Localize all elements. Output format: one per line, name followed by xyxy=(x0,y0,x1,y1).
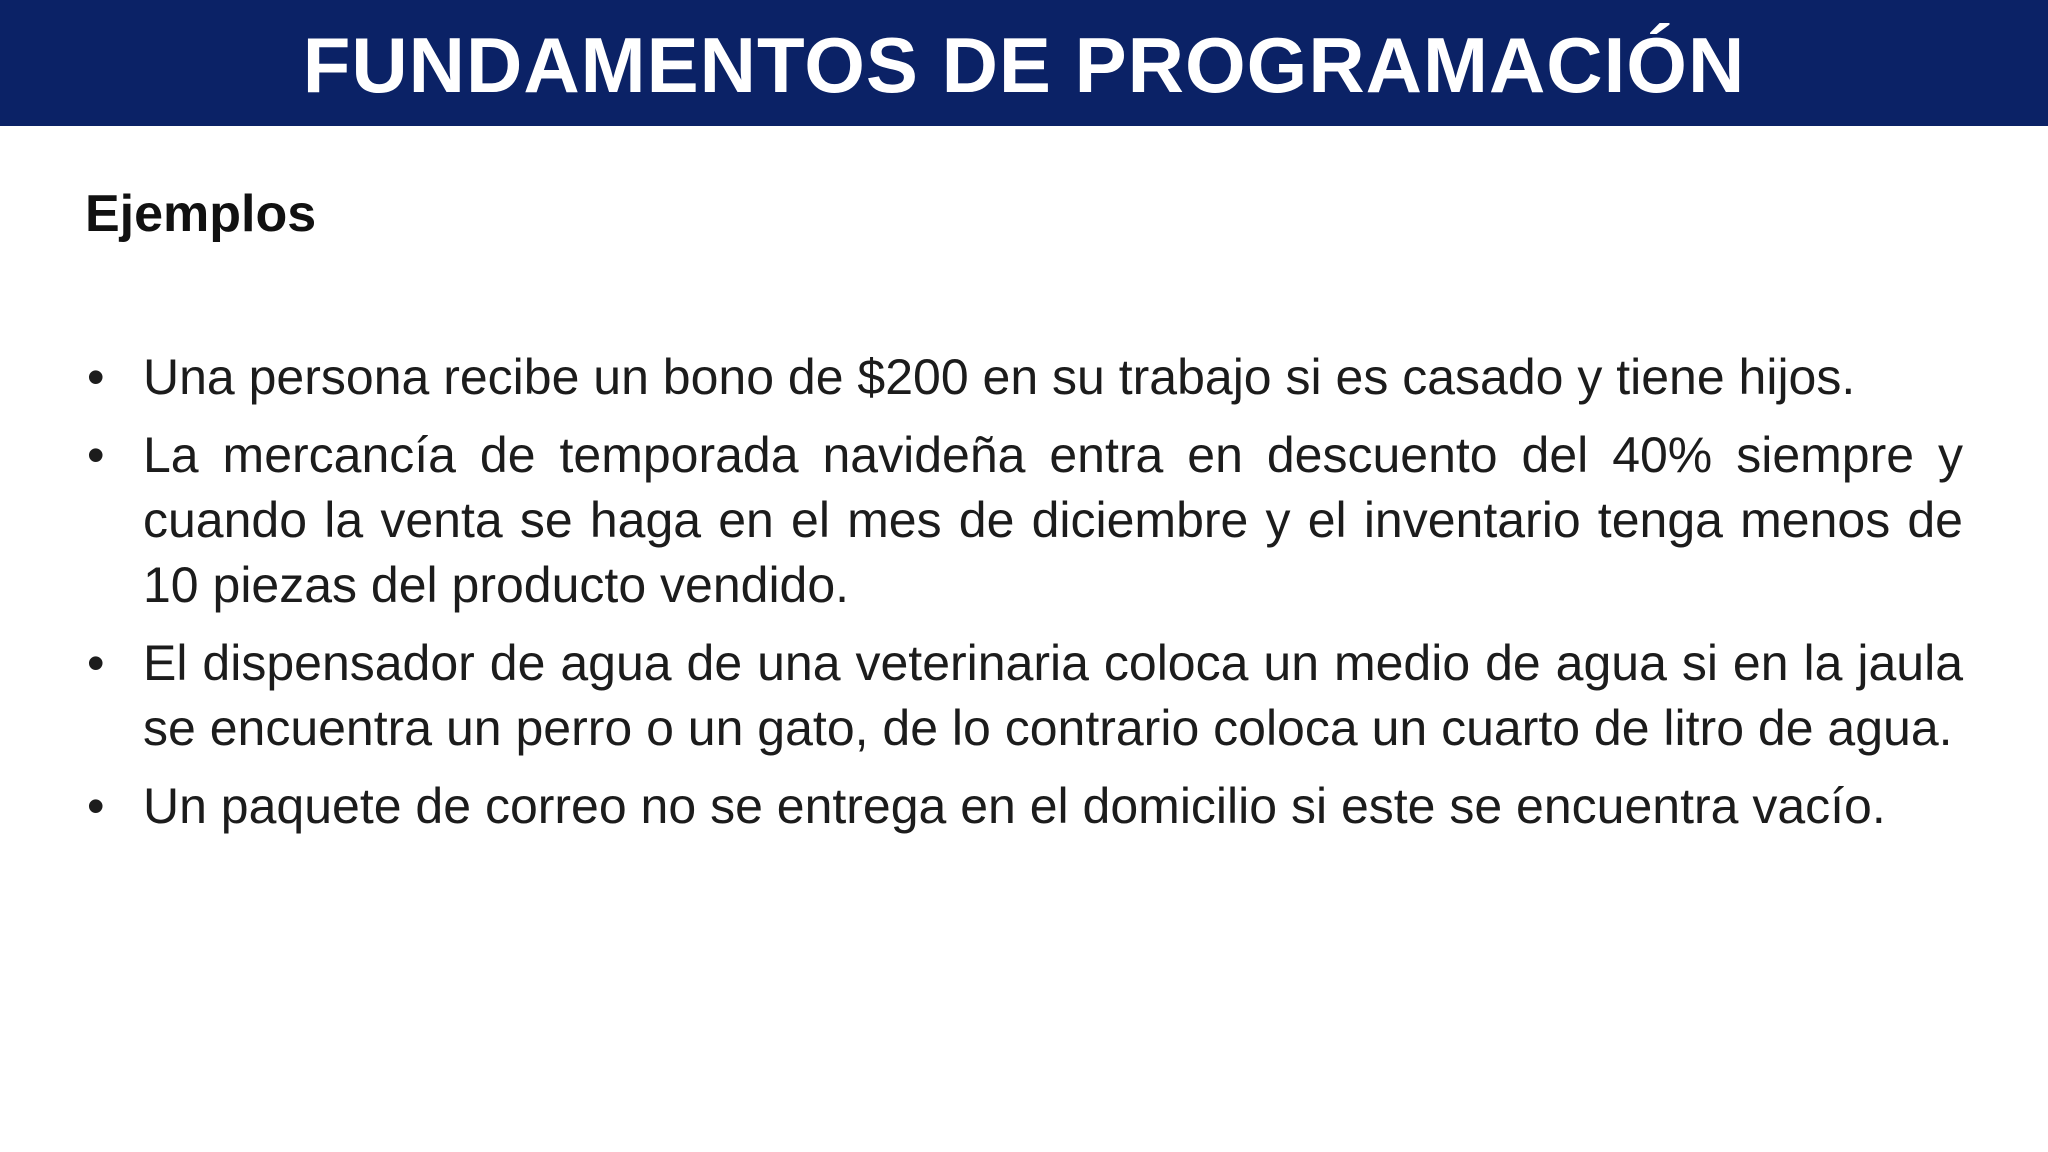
bullet-item xyxy=(85,631,1963,761)
section-heading: Ejemplos xyxy=(85,185,317,243)
bullet-text: Un paquete de correo no se entrega en el domicilio si este se encuentra vacío. xyxy=(143,778,1886,834)
bullet-marker: • xyxy=(87,349,105,405)
bullet-text: El dispensador de agua de una veterinaria coloca un medio de agua si en la jaula se encuentra un perro o un gato, de lo contrario coloca un cuarto de litro de agua. xyxy=(143,635,1963,756)
bullet-text: La mercancía de temporada navideña entra en descuento del 40% siempre y cuando la venta se haga en el mes de diciembre y el inventario tenga menos de 10 piezas del producto vendido. xyxy=(143,427,1963,613)
bullet-marker: • xyxy=(87,635,105,691)
bullet-text: Una persona recibe un bono de $200 en su trabajo si es casado y tiene hijos. xyxy=(143,349,1856,405)
bullet-item xyxy=(85,345,1963,410)
bullet-item xyxy=(85,774,1963,839)
bullet-item xyxy=(85,423,1963,618)
bullet-marker: • xyxy=(87,427,105,483)
slide-title: FUNDAMENTOS DE PROGRAMACIÓN xyxy=(302,21,1746,109)
header-bar xyxy=(0,0,2048,126)
bullet-list xyxy=(85,345,1963,852)
bullet-marker: • xyxy=(87,778,105,834)
